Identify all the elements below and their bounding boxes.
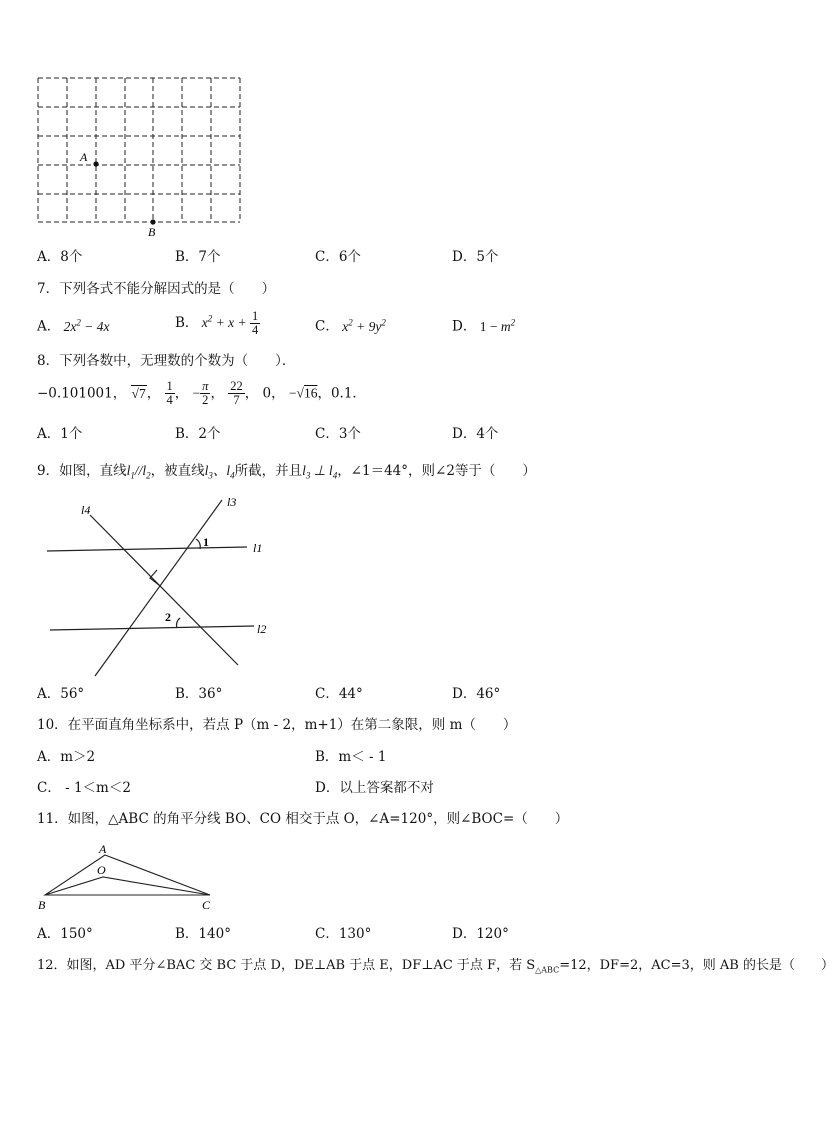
label-l4: l4 [81,503,91,517]
label-angle-2: 2 [165,610,171,624]
q7-stem: 7．下列各式不能分解因式的是（ ） [37,281,276,297]
label-o: O [97,863,106,877]
q7-option-b[interactable] [175,310,260,337]
q8-sep1: ， [146,385,161,402]
q7-frac-b: $\frac{1}{4}$ [252,309,259,338]
q12-stem-pre: 12．如图，AD 平分∠BAC 交 BC 于点 D，DE⊥AB 于点 E，DF⊥AC 于点 F，若 S [37,958,536,973]
q8-sep4: ， [244,385,259,402]
q9-l1-parallel-l2: $l_1//l_2$ [126,463,151,481]
q10-option-a[interactable]: A．m＞2 [37,749,96,765]
q7-expr-c: $x^2 + 9y^2$ [338,317,386,334]
q12-stem [37,959,834,975]
q6-option-c[interactable]: C．6个 [315,249,361,265]
q8-option-c[interactable]: C．3个 [315,426,361,442]
q7-label-a: A． [37,318,61,335]
label-l3: l3 [227,495,237,509]
line-l1 [47,547,247,551]
q11-option-d[interactable]: D．120° [452,926,509,942]
label-l2: l2 [257,622,267,636]
q8-sep2: ， [174,385,189,402]
point-b-dot [150,219,155,224]
q7-option-c[interactable] [315,318,386,334]
q8-sep3: ， [210,385,224,402]
q8-stem: 8．下列各数中，无理数的个数为（ ）． [37,353,296,369]
q6-option-d[interactable]: D．5个 [452,249,499,265]
q8-minus: − [192,385,201,401]
q7-expr-b: $x^2 + x$ + [198,313,251,331]
q9-option-b[interactable]: B．36° [175,686,223,702]
q8-option-a[interactable]: A．1个 [37,426,83,442]
q11-figure [35,840,225,915]
q11-option-a[interactable]: A．150° [37,926,93,942]
label-a: A [99,842,107,856]
grid-figure [30,70,250,240]
q7-expr-a: $2x^2 - 4x$ [60,317,110,334]
q6-option-a[interactable]: A．8个 [37,249,83,265]
triangle-abc [45,855,210,895]
q10-option-b[interactable]: B．m＜ - 1 [315,749,387,765]
q9-figure [40,490,280,685]
q10-option-d[interactable]: D．以上答案都不对 [315,780,434,796]
angle-2-arc [177,618,180,628]
q8-end: ，0.1． [317,385,366,402]
label-l1: l1 [253,541,263,555]
point-a-label: A [80,150,88,164]
q12-stem-sub: △ABC [535,965,560,975]
q10-stem: 10．在平面直角坐标系中，若点 P（m - 2，m+1）在第二象限，则 m（ ） [37,717,517,733]
q9-l3-perp-l4: $l_3$ ⊥ $l_4$ [302,463,338,481]
q7-option-d[interactable] [452,318,515,334]
label-c: C [202,898,211,912]
q8-frac-pi-2: $\frac{\pi}{2}$ [202,379,209,408]
q9-l3-l4: $l_3$、$l_4$ [204,463,235,481]
q8-frac-1-4: $\frac{1}{4}$ [166,379,173,408]
q9-stem-mid3: ，∠1＝44°，则∠2等于（ ） [337,463,536,479]
q7-label-b: B． [175,315,199,332]
q7-label-d: D． [452,318,477,335]
q6-option-b[interactable]: B．7个 [175,249,221,265]
label-b: B [38,898,46,912]
point-b-label: B [148,225,156,239]
q8-n1: −0.101001， [37,385,127,402]
q10-option-c[interactable]: C． - 1＜m＜2 [37,780,131,796]
point-a-dot [93,161,98,166]
q9-option-d[interactable]: D．46° [452,686,501,702]
q11-option-c[interactable]: C．130° [315,926,372,942]
q8-frac-22-7: $\frac{22}{7}$ [230,379,243,408]
q9-option-a[interactable]: A．56° [37,686,85,702]
q8-neg-sqrt16: −√16 [288,385,318,401]
q9-stem-mid2: 所截，并且 [234,463,303,479]
q7-option-a[interactable] [37,318,109,334]
q9-option-c[interactable]: C．44° [315,686,363,702]
q12-stem-post: =12，DF=2，AC=3，则 AB 的长是（ ） [559,958,834,973]
q9-stem-pre: 9．如图，直线 [37,463,127,479]
q9-stem: 9．如图，直线$l_1//l_2$，被直线$l_3$、$l_4$所截，并且$l_3$ ⊥ $l_4$，∠1＝44°，则∠2等于（ ） [37,463,536,481]
q8-option-d[interactable]: D．4个 [452,426,499,442]
line-l3 [95,500,222,676]
q11-option-b[interactable]: B．140° [175,926,231,942]
q7-expr-d: $1 - m^2$ [479,317,516,334]
label-angle-1: 1 [203,535,209,549]
q8-option-b[interactable]: B．2个 [175,426,221,442]
q8-numbers [37,380,366,407]
q11-stem: 11．如图，△ABC 的角平分线 BO、CO 相交于点 O，∠A=120°，则∠BOC=（ ） [37,811,569,827]
q7-label-c: C． [315,318,339,335]
line-l4 [90,515,238,665]
q8-sqrt7: √7 [131,386,146,402]
q9-stem-mid1: 被直线 [164,463,205,479]
line-l2 [50,626,254,630]
q8-zero: 0， [262,385,285,402]
